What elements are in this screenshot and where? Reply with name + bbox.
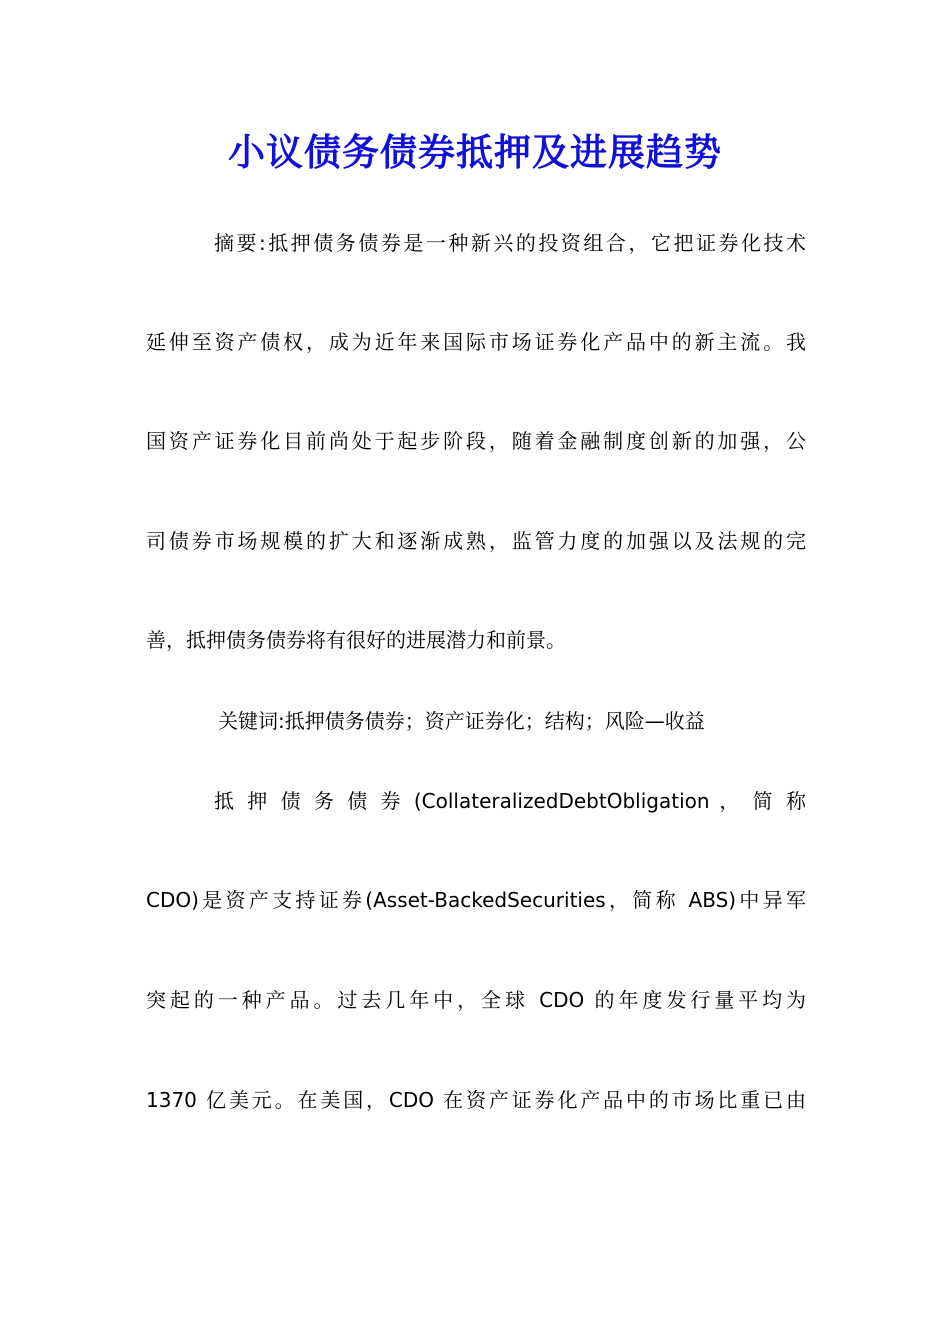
body-line: 抵 押 债 务 债 券 (CollateralizedDebtObligation ， 简 称 [214, 789, 806, 813]
body-line: CDO)是资产支持证券(Asset-BackedSecurities，简称 ABS)中异军 [146, 888, 806, 912]
abstract-line: 国资产证券化目前尚处于起步阶段，随着金融制度创新的加强，公 [146, 429, 806, 453]
document-title: 小议债务债券抵押及进展趋势 [228, 130, 722, 174]
body-line: 1370 亿美元。在美国，CDO 在资产证券化产品中的市场比重已由 [146, 1088, 806, 1112]
abstract-line: 司债券市场规模的扩大和逐渐成熟，监管力度的加强以及法规的完 [146, 529, 806, 553]
abstract-line: 摘要:抵押债务债券是一种新兴的投资组合，它把证券化技术 [214, 231, 806, 255]
abstract-line: 善，抵押债务债券将有很好的进展潜力和前景。 [146, 628, 566, 652]
keywords-line: 关键词:抵押债务债券；资产证券化；结构；风险—收益 [218, 709, 705, 733]
body-line: 突起的一种产品。过去几年中，全球 CDO 的年度发行量平均为 [146, 988, 806, 1012]
abstract-line: 延伸至资产债权，成为近年来国际市场证券化产品中的新主流。我 [146, 330, 806, 354]
